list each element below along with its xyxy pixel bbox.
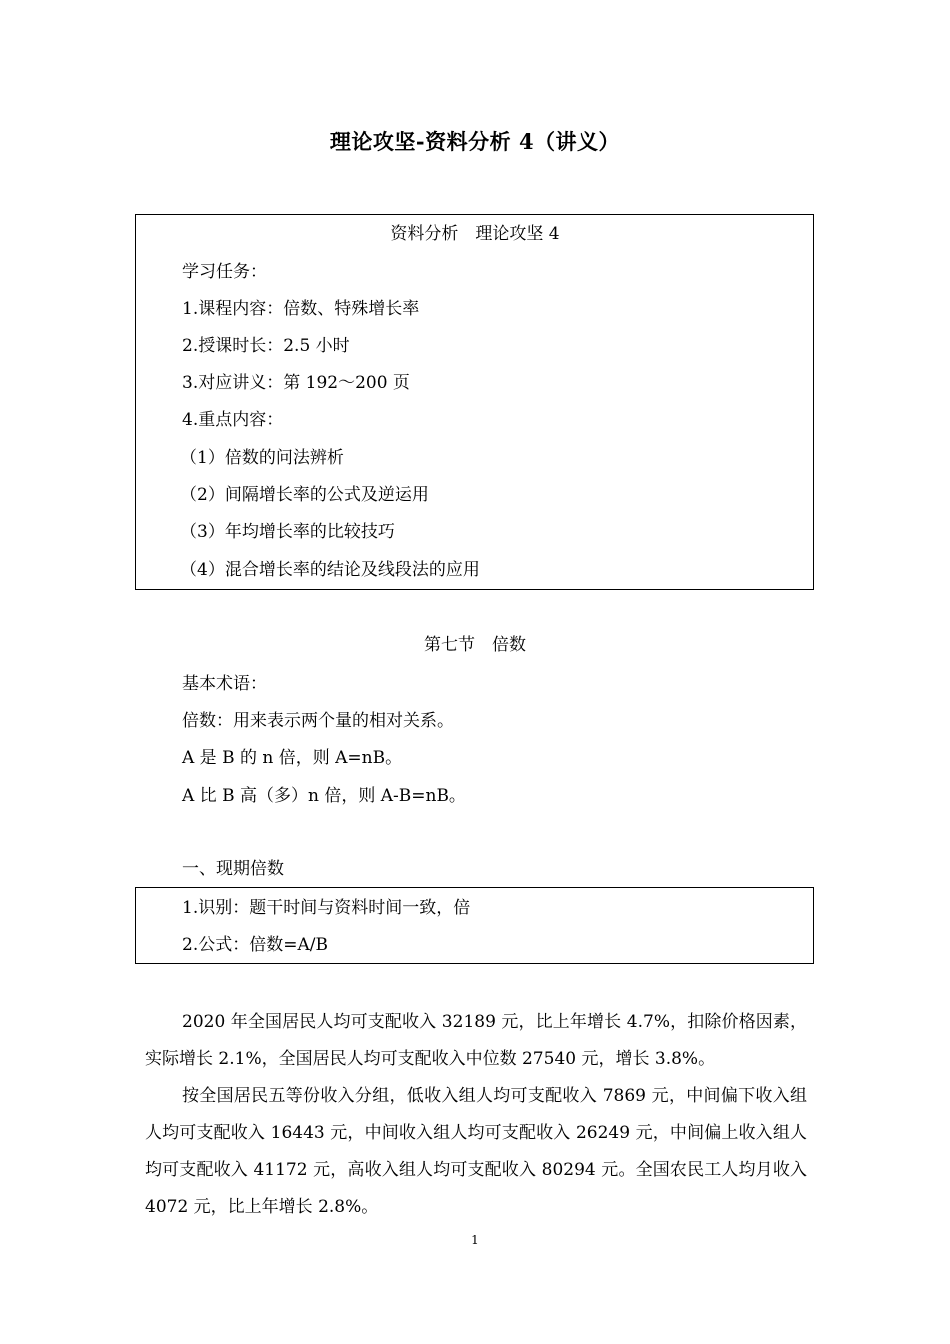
task-item: 1.课程内容：倍数、特殊增长率: [182, 299, 420, 319]
key-point: （2）间隔增长率的公式及逆运用: [180, 485, 429, 505]
task-label: 学习任务：: [182, 262, 267, 282]
term-line: A 比 B 高（多）n 倍，则 A-B=nB。: [182, 786, 466, 806]
key-point: （3）年均增长率的比较技巧: [180, 522, 395, 542]
task-item: 4.重点内容：: [182, 410, 284, 430]
box-heading: 资料分析 理论攻坚 4: [390, 224, 560, 244]
formula-line: 2.公式：倍数=A/B: [182, 935, 328, 955]
body-paragraph: 2020 年全国居民人均可支配收入 32189 元，比上年增长 4.7%，扣除价格因素，实际增长 2.1%，全国居民人均可支配收入中位数 27540 元，增长 3.8%。: [145, 1012, 807, 1069]
key-point: （1）倍数的问法辨析: [180, 448, 344, 468]
page-number: 1: [471, 1233, 479, 1247]
formula-line: 1.识别：题干时间与资料时间一致，倍: [182, 898, 471, 918]
body-paragraph: 按全国居民五等份收入分组，低收入组人均可支配收入 7869 元，中间偏下收入组人均可支配收入 16443 元，中间收入组人均可支配收入 26249 元，中间偏上收入组人均可支配收入 41172 元，高收入组人均可支配收入 80294 元。全国农民工人均月收入 4072 元，比上年增长 2.8%。: [145, 1086, 807, 1217]
section-heading: 第七节 倍数: [424, 635, 526, 655]
term-line: 倍数：用来表示两个量的相对关系。: [182, 711, 454, 731]
task-item: 3.对应讲义：第 192～200 页: [182, 373, 410, 393]
term-line: A 是 B 的 n 倍，则 A=nB。: [182, 748, 403, 768]
subsection-heading: 一、现期倍数: [182, 859, 284, 879]
key-point: （4）混合增长率的结论及线段法的应用: [180, 560, 480, 580]
task-item: 2.授课时长：2.5 小时: [182, 336, 350, 356]
document-title: 理论攻坚-资料分析 4（讲义）: [329, 129, 621, 154]
terms-label: 基本术语：: [182, 674, 267, 694]
